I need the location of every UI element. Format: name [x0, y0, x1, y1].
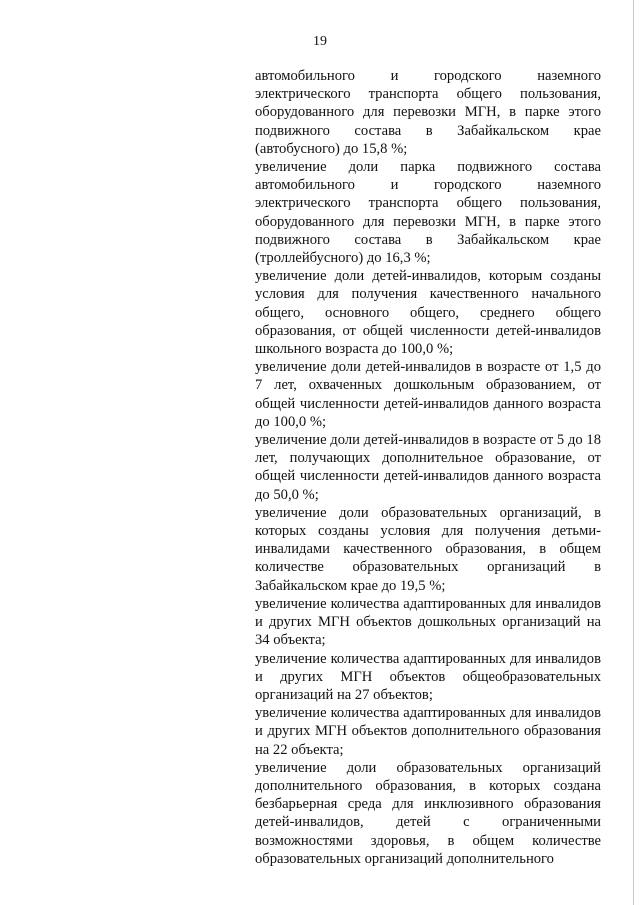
paragraph-3: увеличение доли детей-инвалидов, которым созданы условия для получения качественного начального общего, основного общего, среднего общего образования, от общей численности детей-инвалидов школьного возраста до 100,0 %; [255, 268, 601, 358]
paragraph-9: увеличение количества адаптированных для инвалидов и других МГН объектов дополнительного образования на 22 объекта; [255, 705, 601, 758]
paragraph-7: увеличение количества адаптированных для инвалидов и других МГН объектов дошкольных организаций на 34 объекта; [255, 595, 601, 649]
scan-edge-line [633, 0, 634, 905]
paragraph-2: увеличение доли парка подвижного состава автомобильного и городского наземного электрического транспорта общего пользования, оборудованного для перевозки МГН, в парке этого подвижного состава в Забайкальском крае (троллейбусного) до 16,3 %; [255, 159, 601, 267]
paragraph-4: увеличение доли детей-инвалидов в возрасте от 1,5 до 7 лет, охваченных дошкольным образованием, от общей численности детей-инвалидов данного возраста до 100,0 %; [255, 359, 601, 430]
paragraph-1: автомобильного и городского наземного электрического транспорта общего пользования, оборудованного для перевозки МГН, в парке этого подвижного состава в Забайкальском крае (автобусного) до 15,8 %; [255, 68, 601, 157]
paragraph-6: увеличение доли образовательных организаций, в которых созданы условия для получения детьми-инвалидами качественного образования, в общем количестве образовательных организаций в Забайкальском крае до 19,5 %; [255, 504, 601, 594]
paragraph-10: увеличение доли образовательных организаций дополнительного образования, в которых создана безбарьерная среда для инклюзивного образования детей-инвалидов, детей с ограниченными возможностями здоровья, в общем количестве образовательных организаций дополнительного [255, 759, 601, 867]
paragraph-5: увеличение доли детей-инвалидов в возрасте от 5 до 18 лет, получающих дополнительное образование, от общей численности детей-инвалидов данного возраста до 50,0 %; [255, 432, 601, 503]
page-number: 19 [313, 34, 327, 49]
paragraph-8: увеличение количества адаптированных для инвалидов и других МГН объектов общеобразовательных организаций на 27 объектов; [255, 650, 601, 703]
document-body [255, 67, 601, 868]
